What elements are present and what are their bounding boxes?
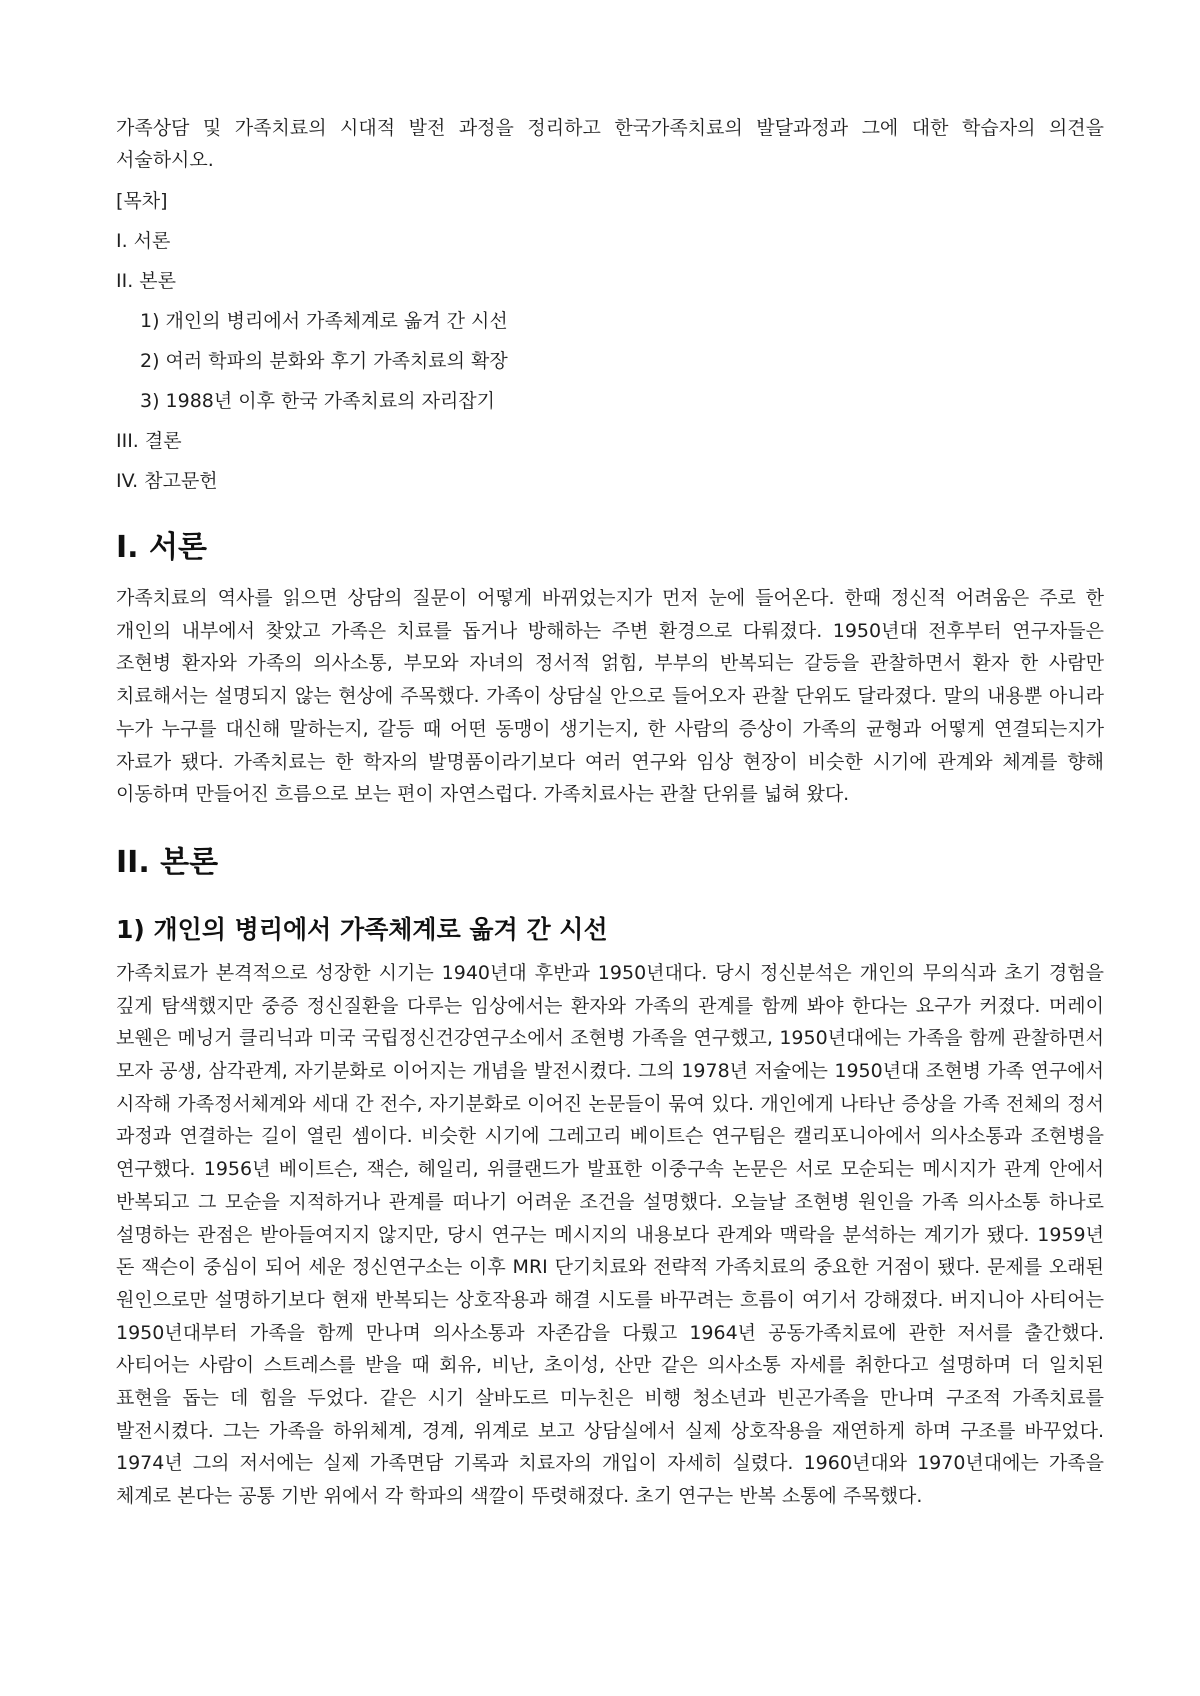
subsection-1-paragraph: 가족치료가 본격적으로 성장한 시기는 1940년대 후반과 1950년대다. 당시 정신분석은 개인의 무의식과 초기 경험을 깊게 탐색했지만 중증 정신질환을 다루는 임상에서는 환자와 가족의 관계를 함께 봐야 한다는 요구가 커졌다. 머레이 보웬은 메닝거 클리닉과 미국 국립정신건강연구소에서 조현병 가족을 연구했고, 1950년대에는 가족을 함께 관찰하면서 모자 공생, 삼각관계, 자기분화로 이어지는 개념을 발전시켰다. 그의 1978년 저술에는 1950년대 조현병 가족 연구에서 시작해 가족정서체계와 세대 간 전수, 자기분화로 이어진 논문들이 묶여 있다. 개인에게 나타난 증상을 가족 전체의 정서 과정과 연결하는 길이 열린 셈이다. 비슷한 시기에 그레고리 베이트슨 연구팀은 캘리포니아에서 의사소통과 조현병을 연구했다. 1956년 베이트슨, 잭슨, 헤일리, 위클랜드가 발표한 이중구속 논문은 서로 모순되는 메시지가 관계 안에서 반복되고 그 모순을 지적하거나 관계를 떠나기 어려운 조건을 설명했다. 오늘날 조현병 원인을 가족 의사소통 하나로 설명하는 관점은 받아들여지지 않지만, 당시 연구는 메시지의 내용보다 관계와 맥락을 분석하는 계기가 됐다. 1959년 돈 잭슨이 중심이 되어 세운 정신연구소는 이후 MRI 단기치료와 전략적 가족치료의 중요한 거점이 됐다. 문제를 오래된 원인으로만 설명하기보다 현재 반복되는 상호작용과 해결 시도를 바꾸려는 흐름이 여기서 강해졌다. 버지니아 사티어는 1950년대부터 가족을 함께 만나며 의사소통과 자존감을 다뤘고 1964년 공동가족치료에 관한 저서를 출간했다. 사티어는 사람이 스트레스를 받을 때 회유, 비난, 초이성, 산만 같은 의사소통 자세를 취한다고 설명하며 더 일치된 표현을 돕는 데 힘을 두었다. 같은 시기 살바도르 미누친은 비행 청소년과 빈곤가족을 만나며 구조적 가족치료를 발전시켰다. 그는 가족을 하위체계, 경계, 위계로 보고 상담실에서 실제 상호작용을 재연하게 하며 구조를 바꾸었다. 1974년 그의 저서에는 실제 가족면담 기록과 치료자의 개입이 자세히 실렸다. 1960년대와 1970년대에는 가족을 체계로 본다는 공통 기반 위에서 각 학파의 색깔이 뚜렷해졌다. 초기 연구는 반복 소통에 주목했다. xyxy=(116,961,1104,1508)
toc-item-intro: I. 서론 xyxy=(116,230,171,252)
toc-item-references: IV. 참고문헌 xyxy=(116,470,218,492)
subsection-title-1: 1) 개인의 병리에서 가족체계로 옮겨 간 시선 xyxy=(116,914,608,944)
toc-heading: [목차] xyxy=(116,190,168,212)
toc-item-main: II. 본론 xyxy=(116,270,176,292)
toc-subitem-1: 1) 개인의 병리에서 가족체계로 옮겨 간 시선 xyxy=(140,310,508,332)
table-of-contents xyxy=(116,186,1104,496)
toc-item-conclusion: III. 결론 xyxy=(116,430,182,452)
section-title-intro: I. 서론 xyxy=(116,530,207,565)
toc-subitem-3: 3) 1988년 이후 한국 가족치료의 자리잡기 xyxy=(140,390,496,412)
toc-subitem-2: 2) 여러 학파의 분화와 후기 가족치료의 확장 xyxy=(140,350,508,372)
section-title-main: II. 본론 xyxy=(116,844,219,880)
assignment-question: 가족상담 및 가족치료의 시대적 발전 과정을 정리하고 한국가족치료의 발달과정과 그에 대한 학습자의 의견을 서술하시오. xyxy=(116,117,1104,171)
intro-paragraph: 가족치료의 역사를 읽으면 상담의 질문이 어떻게 바뀌었는지가 먼저 눈에 들어온다. 한때 정신적 어려움은 주로 한 개인의 내부에서 찾았고 가족은 치료를 돕거나 방해하는 주변 환경으로 다뤄졌다. 1950년대 전후부터 연구자들은 조현병 환자와 가족의 의사소통, 부모와 자녀의 정서적 얽힘, 부부의 반복되는 갈등을 관찰하면서 환자 한 사람만 치료해서는 설명되지 않는 현상에 주목했다. 가족이 상담실 안으로 들어오자 관찰 단위도 달라졌다. 말의 내용뿐 아니라 누가 누구를 대신해 말하는지, 갈등 때 어떤 동맹이 생기는지, 한 사람의 증상이 가족의 균형과 어떻게 연결되는지가 자료가 됐다. 가족치료는 한 학자의 발명품이라기보다 여러 연구와 임상 현장이 비슷한 시기에 관계와 체계를 향해 이동하며 만들어진 흐름으로 보는 편이 자연스럽다. 가족치료사는 관찰 단위를 넓혀 왔다. xyxy=(116,587,1104,806)
